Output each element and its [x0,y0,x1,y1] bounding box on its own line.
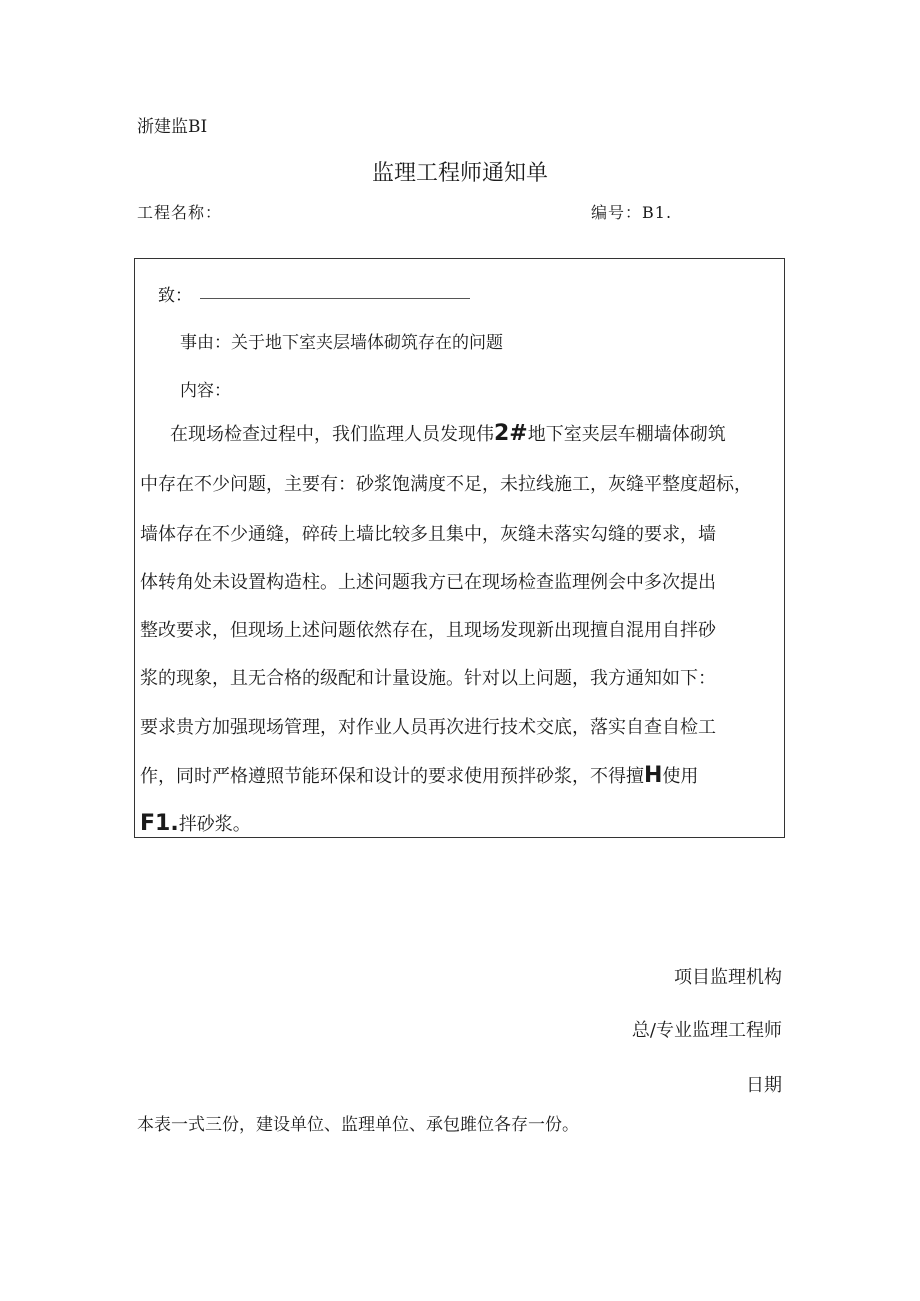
footnote: 本表一式三份，建设单位、监理单位、承包雎位各存一份。 [137,1115,579,1135]
body-line [140,616,780,642]
body-text-latin: H [644,763,663,788]
body-text-pre: 墙体存在不少通缝，碎砖上墙比较多且集中，灰缝未落实勾缝的要求，墙 [140,524,716,545]
body-text-post: 拌砂浆。 [178,814,251,835]
supervision-organization: 项目监理机构 [674,967,782,988]
body-text-post: 使用 [662,766,699,787]
body-line [140,713,780,739]
body-line [140,810,780,836]
supervising-engineer: 总/专业监理工程师 [631,1020,782,1041]
body-text-pre: 要求贵方加强现场管理，对作业人员再次进行技术交底，落实自查自检工 [140,717,716,738]
body-text-pre: 在现场检查过程中，我们监理人员发现伟 [170,424,494,445]
form-code: 浙建监BI [137,117,208,137]
serial-number-label: 编号：B1. [591,203,673,222]
page-title: 监理工程师通知单 [371,161,548,186]
body-line [140,762,780,788]
body-line [140,520,780,546]
content-label: 内容： [180,381,231,401]
body-line [140,664,780,690]
recipient-blank-line [200,298,470,299]
project-name-label: 工程名称： [137,203,223,222]
signature-date: 日期 [746,1075,782,1096]
body-line [140,568,780,594]
subject-line: 事由：关于地下室夹层墙体砌筑存在的问题 [180,333,503,353]
recipient-label: 致： [158,286,192,306]
body-text-latin: F1. [140,811,179,836]
body-text-pre: 体转角处未设置构造柱。上述问题我方已在现场检查监理例会中多次提出 [140,572,716,593]
body-text-pre: 作，同时严格遵照节能环保和设计的要求使用预拌砂浆，不得擅 [140,766,644,787]
body-text-pre: 整改要求，但现场上述问题依然存在，且现场发现新出现擅自混用自拌砂 [140,620,716,641]
body-line [140,470,780,496]
body-line [140,420,780,446]
body-text-pre: 中存在不少问题，主要有：砂浆饱满度不足，未拉线施工，灰缝平整度超标， [140,474,752,495]
body-text-post: 地下室夹层车棚墙体砌筑 [527,424,726,445]
body-text-latin: 2# [494,421,528,446]
body-text-pre: 浆的现象，且无合格的级配和计量设施。针对以上问题，我方通知如下： [140,668,716,689]
